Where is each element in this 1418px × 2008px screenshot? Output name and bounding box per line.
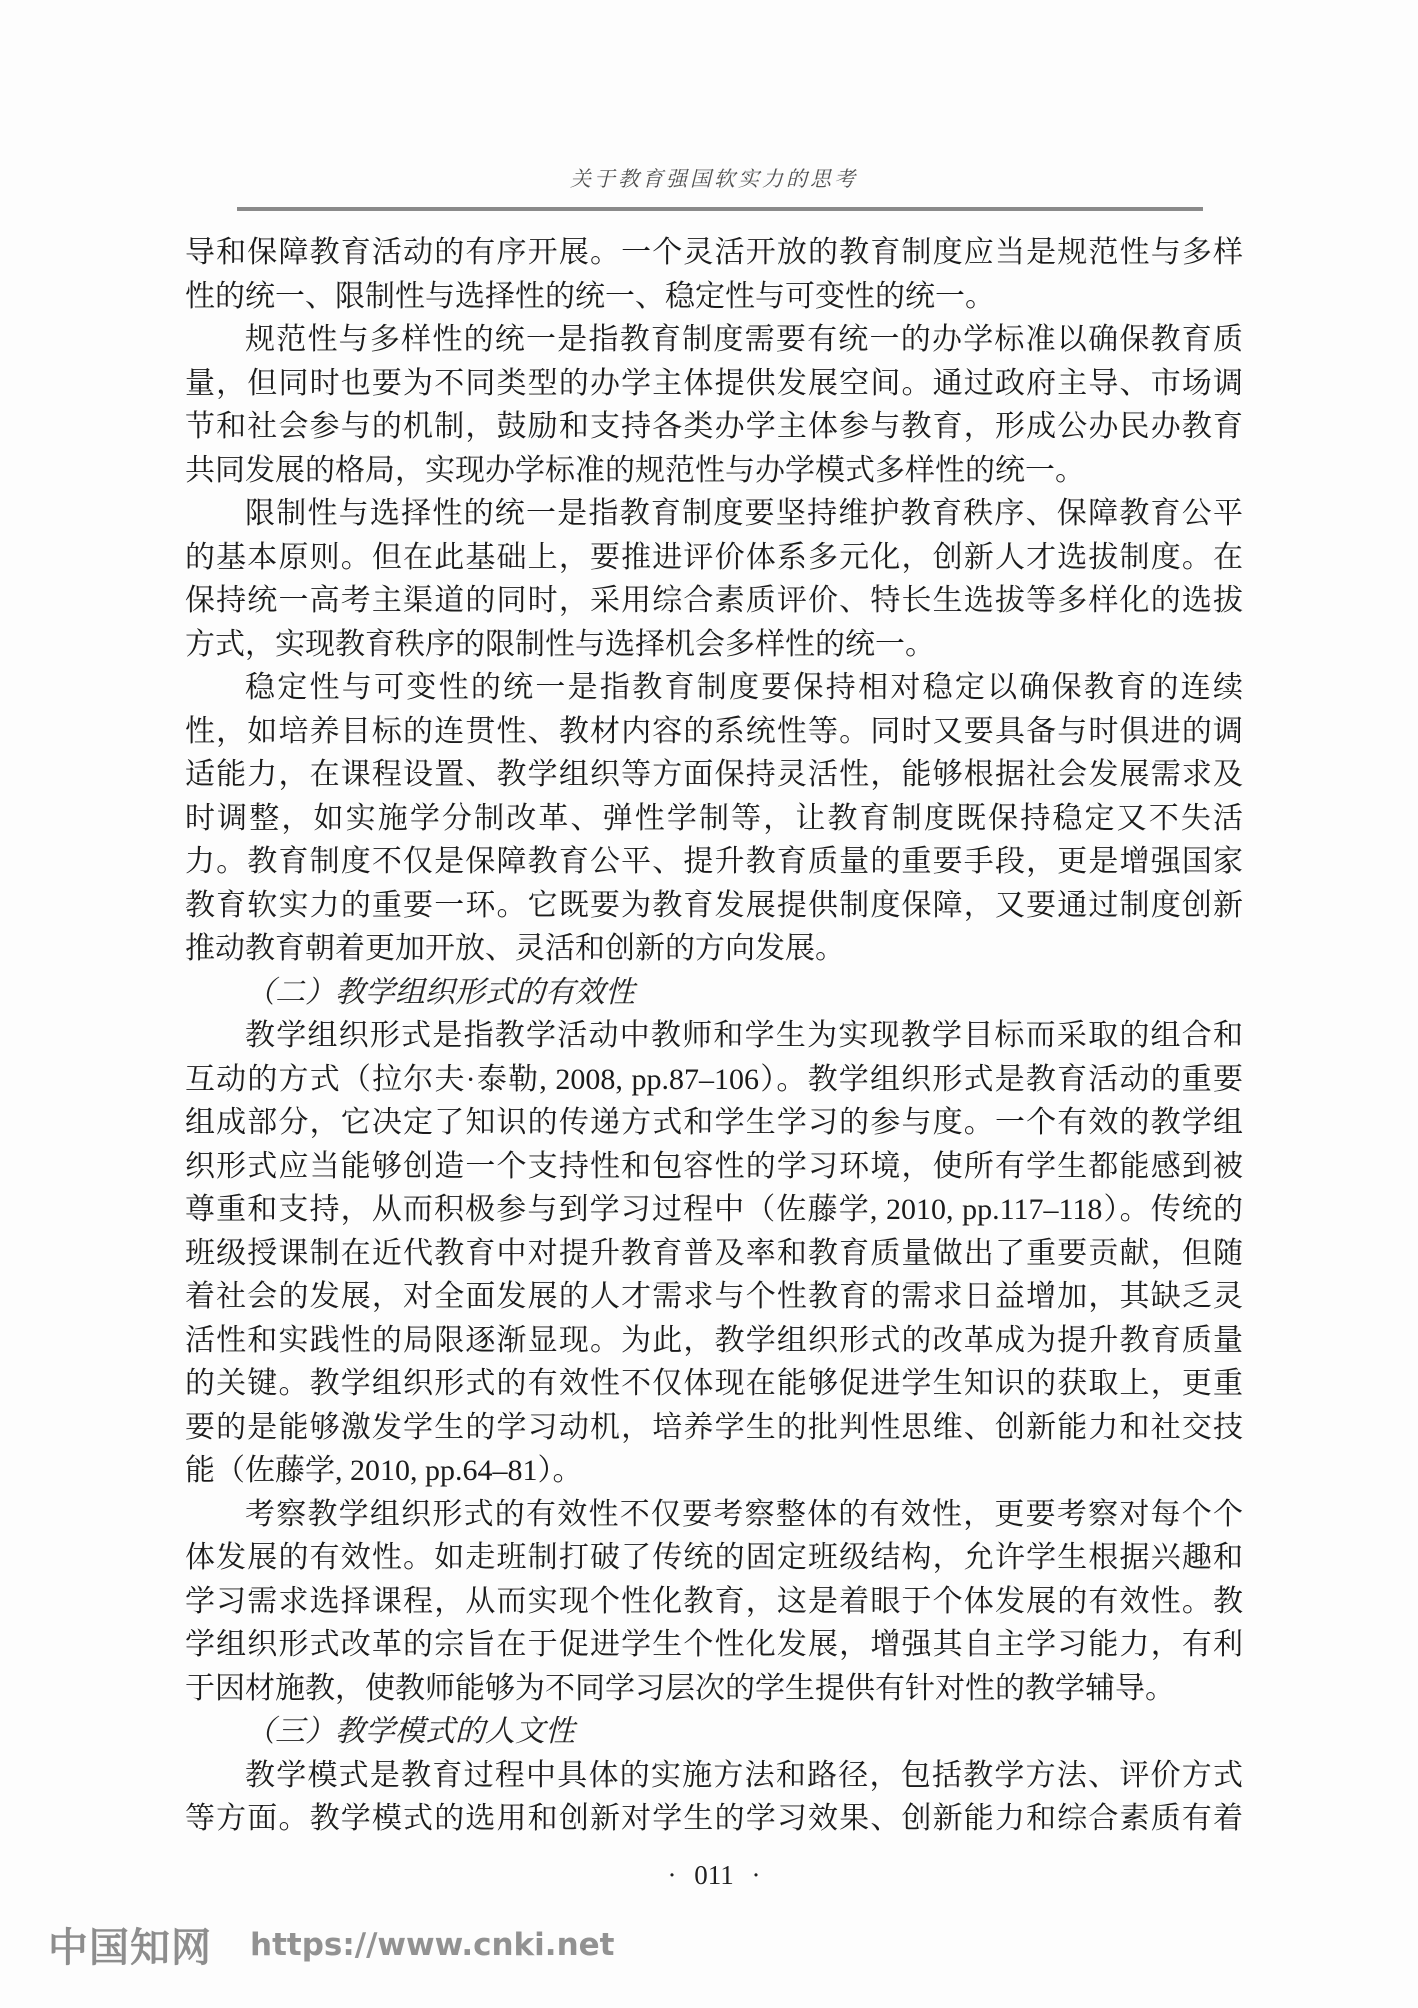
page-number: · 011 ·: [667, 1860, 761, 1890]
text-line: 的基本原则。但在此基础上，要推进评价体系多元化，创新人才选拔制度。在: [185, 540, 1243, 574]
running-header-title: 关于教育强国软实力的思考: [570, 167, 858, 191]
text-line: 互动的方式（拉尔夫·泰勒, 2008, pp.87–106）。教学组织形式是教育活动的重要: [185, 1062, 1243, 1096]
text-line: 限制性与选择性的统一是指教育制度要坚持维护教育秩序、保障教育公平: [245, 497, 1243, 530]
text-line: 体发展的有效性。如走班制打破了传统的固定班级结构，允许学生根据兴趣和: [185, 1541, 1243, 1574]
text-line: 适能力，在课程设置、教学组织等方面保持灵活性，能够根据社会发展需求及: [185, 758, 1243, 791]
paragraph: [185, 666, 1243, 971]
section-heading: （三）教学模式的人文性: [245, 1715, 575, 1748]
paragraph: [185, 1754, 1243, 1841]
text-line: 方式，实现教育秩序的限制性与选择机会多样性的统一。: [185, 627, 935, 661]
text-line: 节和社会参与的机制，鼓励和支持各类办学主体参与教育，形成公办民办教育: [185, 410, 1243, 443]
text-line: 导和保障教育活动的有序开展。一个灵活开放的教育制度应当是规范性与多样: [185, 236, 1243, 269]
text-line: 稳定性与可变性的统一是指教育制度要保持相对稳定以确保教育的连续: [245, 671, 1243, 704]
text-line: 组成部分，它决定了知识的传递方式和学生学习的参与度。一个有效的教学组: [185, 1106, 1243, 1139]
text-line: 着社会的发展，对全面发展的人才需求与个性教育的需求日益增加，其缺乏灵: [185, 1280, 1243, 1313]
text-line: 尊重和支持，从而积极参与到学习过程中（佐藤学, 2010, pp.117–118）。传统的: [185, 1193, 1243, 1226]
paragraph: [185, 1710, 1243, 1754]
text-line: 考察教学组织形式的有效性不仅要考察整体的有效性，更要考察对每个个: [245, 1497, 1243, 1531]
paragraph: [185, 318, 1243, 492]
cnki-watermark: [48, 1916, 614, 1973]
text-line: 织形式应当能够创造一个支持性和包容性的学习环境，使所有学生都能感到被: [185, 1149, 1243, 1183]
text-line: 教学组织形式是指教学活动中教师和学生为实现教学目标而采取的组合和: [245, 1019, 1243, 1052]
text-line: 量，但同时也要为不同类型的办学主体提供发展空间。通过政府主导、市场调: [185, 366, 1243, 400]
text-line: 能（佐藤学, 2010, pp.64–81）。: [185, 1454, 583, 1487]
paragraph: [185, 492, 1243, 666]
text-line: 活性和实践性的局限逐渐显现。为此，教学组织形式的改革成为提升教育质量: [185, 1323, 1243, 1357]
text-line: 班级授课制在近代教育中对提升教育普及率和教育质量做出了重要贡献，但随: [185, 1236, 1243, 1270]
text-line: 力。教育制度不仅是保障教育公平、提升教育质量的重要手段，更是增强国家: [185, 845, 1243, 878]
cnki-logo-text: 中国知网: [48, 1926, 212, 1970]
cnki-url: https://www.cnki.net: [250, 1926, 615, 1963]
page-body-text: [185, 231, 1243, 1841]
text-line: 的关键。教学组织形式的有效性不仅体现在能够促进学生知识的获取上，更重: [185, 1367, 1243, 1400]
paragraph: [185, 1493, 1243, 1711]
text-line: 性，如培养目标的连贯性、教材内容的系统性等。同时又要具备与时俱进的调: [185, 714, 1243, 748]
text-line: 等方面。教学模式的选用和创新对学生的学习效果、创新能力和综合素质有着: [185, 1802, 1243, 1835]
text-line: 学组织形式改革的宗旨在于促进学生个性化发展，增强其自主学习能力，有利: [185, 1628, 1243, 1661]
text-line: 学习需求选择课程，从而实现个性化教育，这是着眼于个体发展的有效性。教: [185, 1584, 1243, 1618]
header-rule: [237, 207, 1203, 211]
paragraph: [185, 1014, 1243, 1493]
paragraph: [185, 231, 1243, 318]
text-line: 推动教育朝着更加开放、灵活和创新的方向发展。: [185, 932, 845, 965]
text-line: 于因材施教，使教师能够为不同学习层次的学生提供有针对性的教学辅导。: [185, 1671, 1175, 1705]
text-line: 教育软实力的重要一环。它既要为教育发展提供制度保障，又要通过制度创新: [185, 888, 1243, 922]
text-line: 规范性与多样性的统一是指教育制度需要有统一的办学标准以确保教育质: [245, 323, 1243, 356]
text-line: 教学模式是教育过程中具体的实施方法和路径，包括教学方法、评价方式: [245, 1758, 1243, 1792]
text-line: 保持统一高考主渠道的同时，采用综合素质评价、特长生选拔等多样化的选拔: [185, 584, 1243, 617]
paragraph: [185, 971, 1243, 1015]
text-line: 要的是能够激发学生的学习动机，培养学生的批判性思维、创新能力和社交技: [185, 1410, 1243, 1444]
text-line: 共同发展的格局，实现办学标准的规范性与办学模式多样性的统一。: [185, 453, 1085, 487]
section-heading: （二）教学组织形式的有效性: [245, 975, 635, 1009]
text-line: 性的统一、限制性与选择性的统一、稳定性与可变性的统一。: [185, 279, 995, 313]
text-line: 时调整，如实施学分制改革、弹性学制等，让教育制度既保持稳定又不失活: [185, 801, 1243, 835]
